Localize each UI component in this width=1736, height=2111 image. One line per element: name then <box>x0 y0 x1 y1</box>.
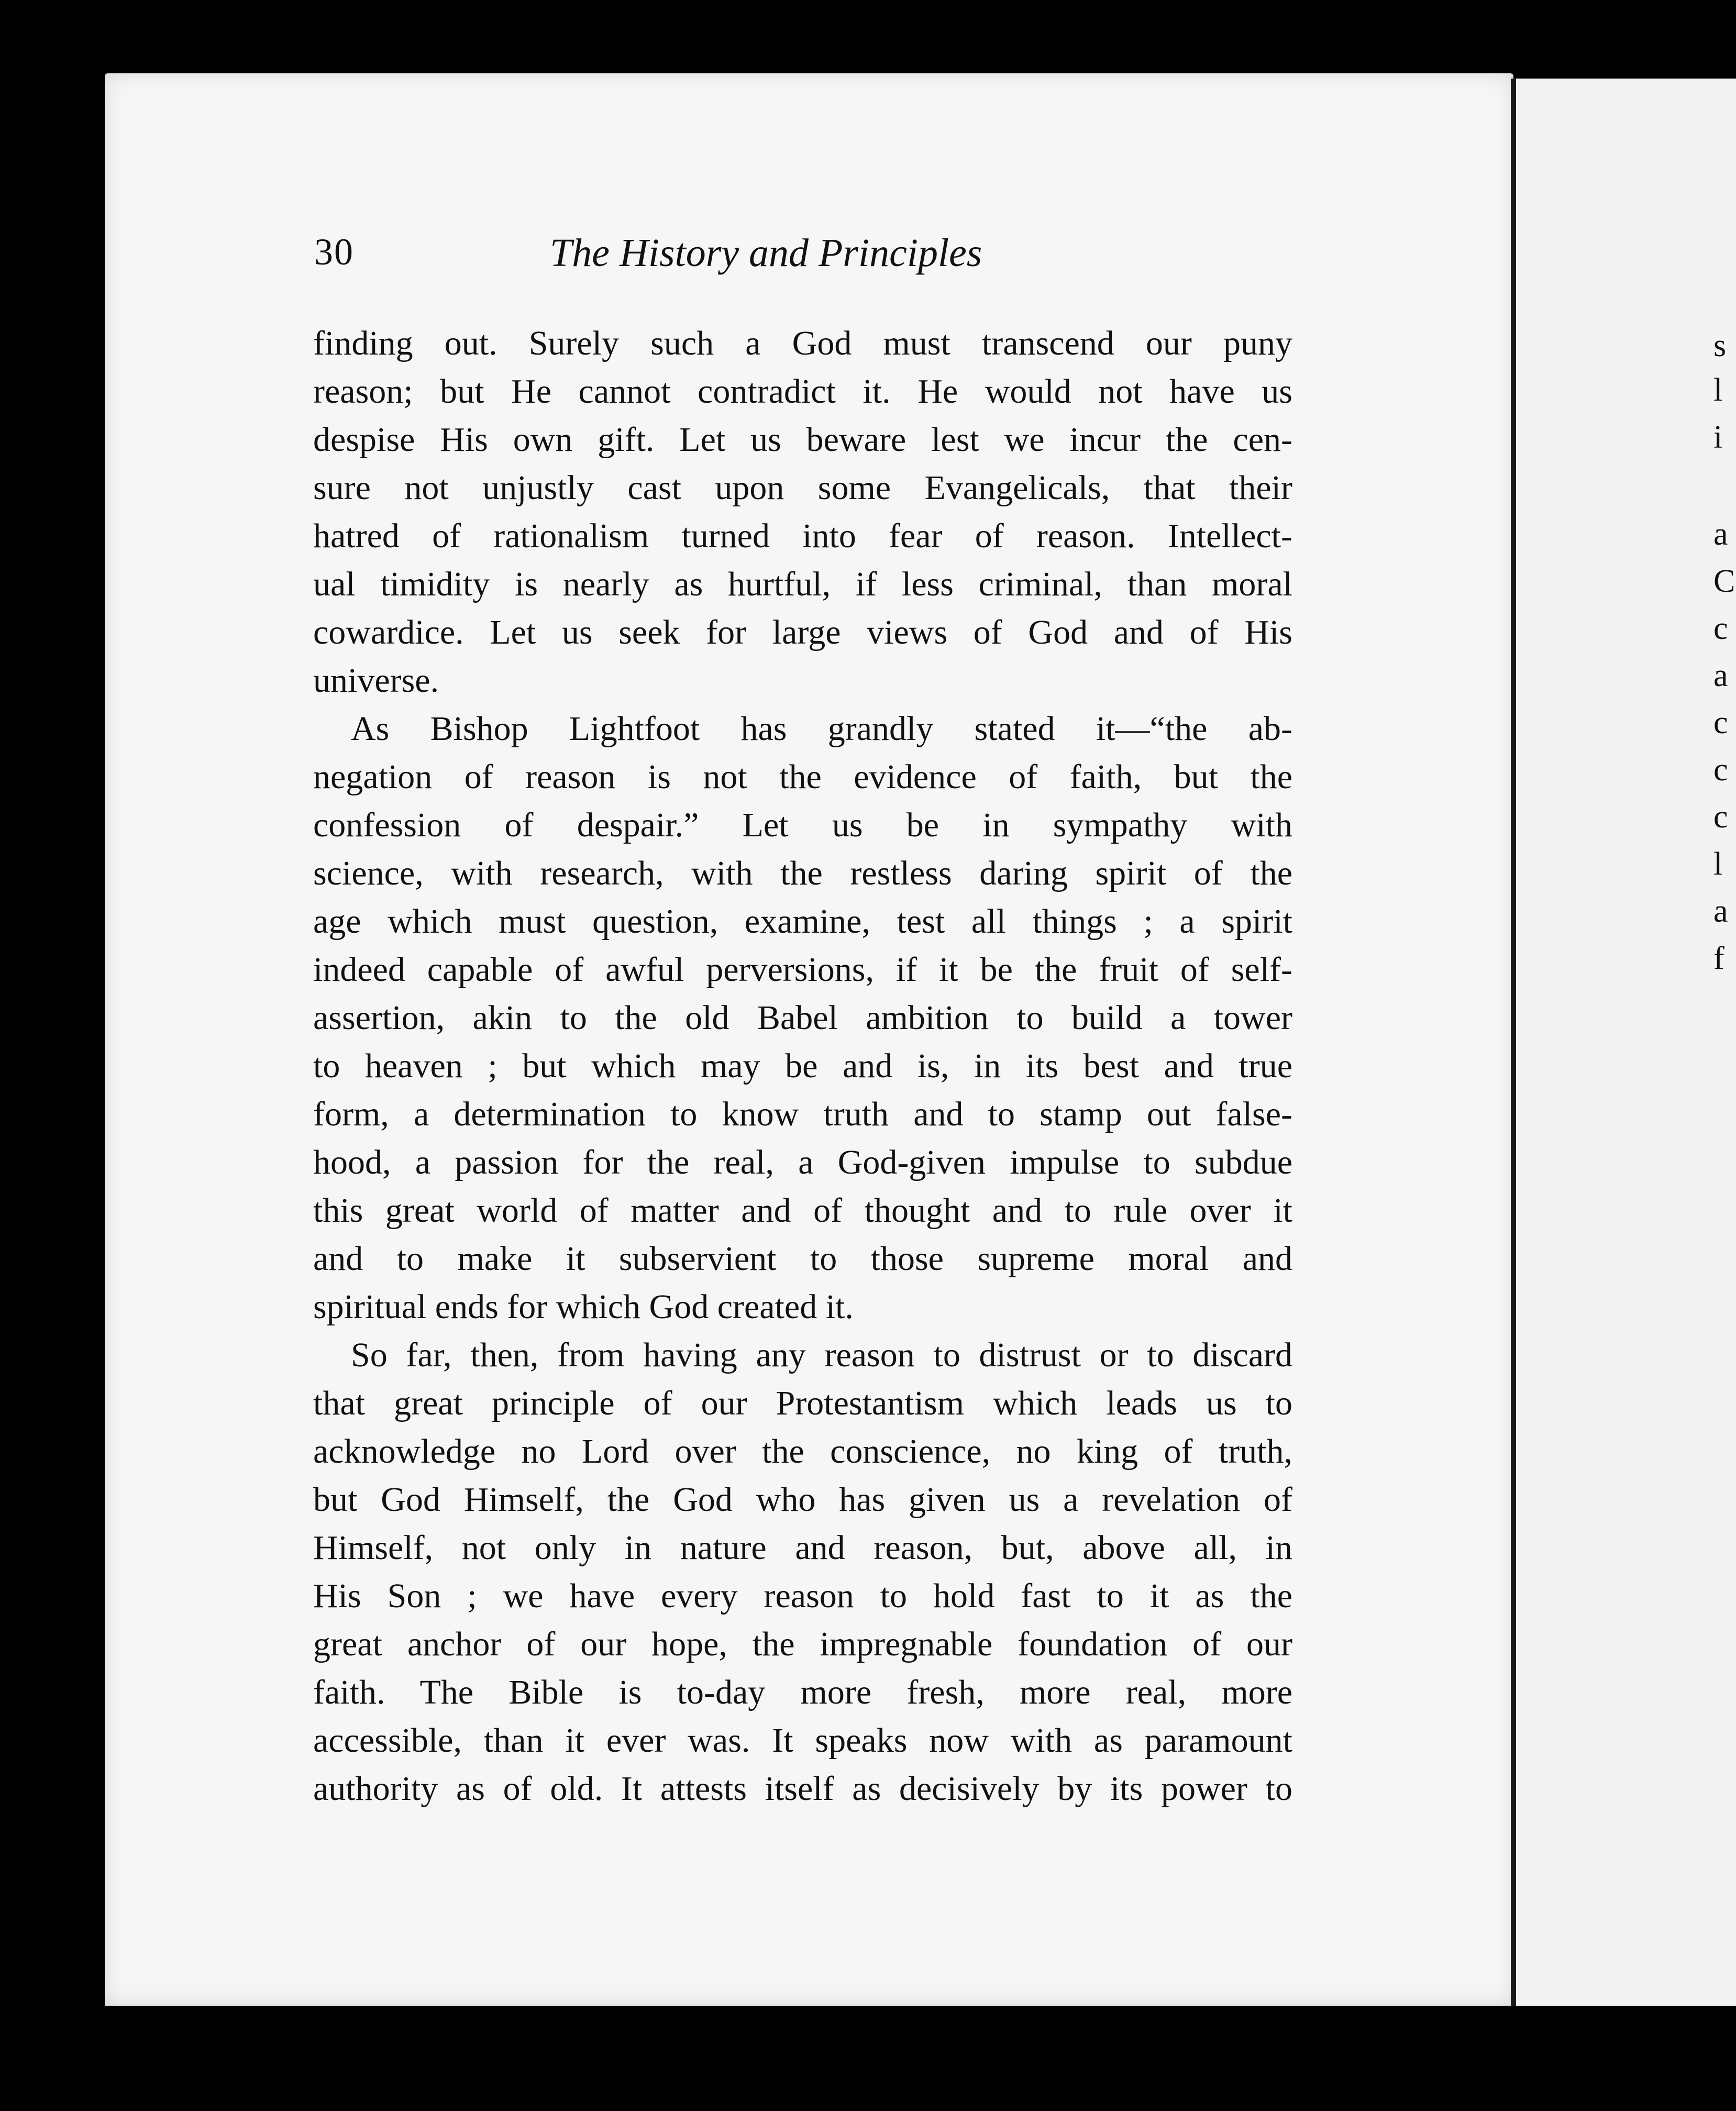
right-page-fragment: c <box>1713 611 1728 646</box>
text-line: ual timidity is nearly as hurtful, if less criminal, than moral <box>313 565 1292 603</box>
running-title: The History and Principles <box>550 231 982 275</box>
text-line: As Bishop Lightfoot has grandly stated it—“the ab- <box>351 710 1292 748</box>
text-line: faith. The Bible is to-day more fresh, more real, more <box>313 1673 1292 1711</box>
right-page-fragment: c <box>1713 705 1728 740</box>
right-page-fragment: c <box>1713 799 1728 835</box>
text-line: great anchor of our hope, the impregnable foundation of our <box>313 1625 1292 1663</box>
text-line: cowardice. Let us seek for large views of God and of His <box>313 613 1292 651</box>
text-line: universe. <box>313 661 439 700</box>
right-page-fragment: c <box>1713 752 1728 788</box>
text-line: despise His own gift. Let us beware lest we incur the cen- <box>313 421 1292 459</box>
right-page-fragment: s <box>1713 328 1727 363</box>
text-line: hatred of rationalism turned into fear of reason. Intellect- <box>313 517 1292 555</box>
text-line: indeed capable of awful perversions, if it be the fruit of self- <box>313 950 1292 989</box>
text-line: and to make it subservient to those supreme moral and <box>313 1240 1292 1278</box>
text-line: that great principle of our Protestantism which leads us to <box>313 1384 1292 1422</box>
right-page-fragment: a <box>1713 516 1728 552</box>
text-line: form, a determination to know truth and to stamp out false- <box>313 1095 1292 1133</box>
text-line: this great world of matter and of thought and to rule over it <box>313 1191 1292 1230</box>
text-line: authority as of old. It attests itself as decisively by its power to <box>313 1770 1292 1808</box>
right-page-fragment: a <box>1713 658 1728 693</box>
text-line: to heaven ; but which may be and is, in its best and true <box>313 1047 1292 1085</box>
text-line: assertion, akin to the old Babel ambition to build a tower <box>313 999 1292 1037</box>
page-header <box>204 230 1304 288</box>
text-line: acknowledge no Lord over the conscience, no king of truth, <box>313 1432 1292 1471</box>
text-line: hood, a passion for the real, a God-given impulse to subdue <box>313 1143 1292 1181</box>
right-page-fragment: a <box>1713 893 1728 929</box>
text-line: Himself, not only in nature and reason, but, above all, in <box>313 1529 1292 1567</box>
right-page-fragment: l <box>1713 846 1723 882</box>
text-line: reason; but He cannot contradict it. He would not have us <box>313 372 1292 411</box>
book-page-right <box>1516 79 1736 2006</box>
text-line: confession of despair.” Let us be in sympathy with <box>313 806 1292 844</box>
body-text <box>313 319 1292 1813</box>
text-line: So far, then, from having any reason to distrust or to discard <box>351 1336 1292 1374</box>
text-line: His Son ; we have every reason to hold fast to it as the <box>313 1577 1292 1615</box>
text-line: science, with research, with the restless daring spirit of the <box>313 854 1292 892</box>
right-page-fragment: i <box>1713 419 1723 455</box>
page-number: 30 <box>314 231 354 273</box>
right-page-fragment: C <box>1713 563 1735 599</box>
text-line: accessible, than it ever was. It speaks now with as paramount <box>313 1721 1292 1760</box>
text-line: finding out. Surely such a God must transcend our puny <box>313 324 1292 362</box>
text-line: spiritual ends for which God created it. <box>313 1288 854 1326</box>
text-line: but God Himself, the God who has given us a revelation of <box>313 1480 1292 1519</box>
text-line: sure not unjustly cast upon some Evangelicals, that their <box>313 469 1292 507</box>
text-line: negation of reason is not the evidence of faith, but the <box>313 758 1292 796</box>
text-line: age which must question, examine, test all things ; a spirit <box>313 902 1292 941</box>
right-page-fragment: f <box>1713 941 1724 976</box>
right-page-fragment: l <box>1713 372 1723 408</box>
